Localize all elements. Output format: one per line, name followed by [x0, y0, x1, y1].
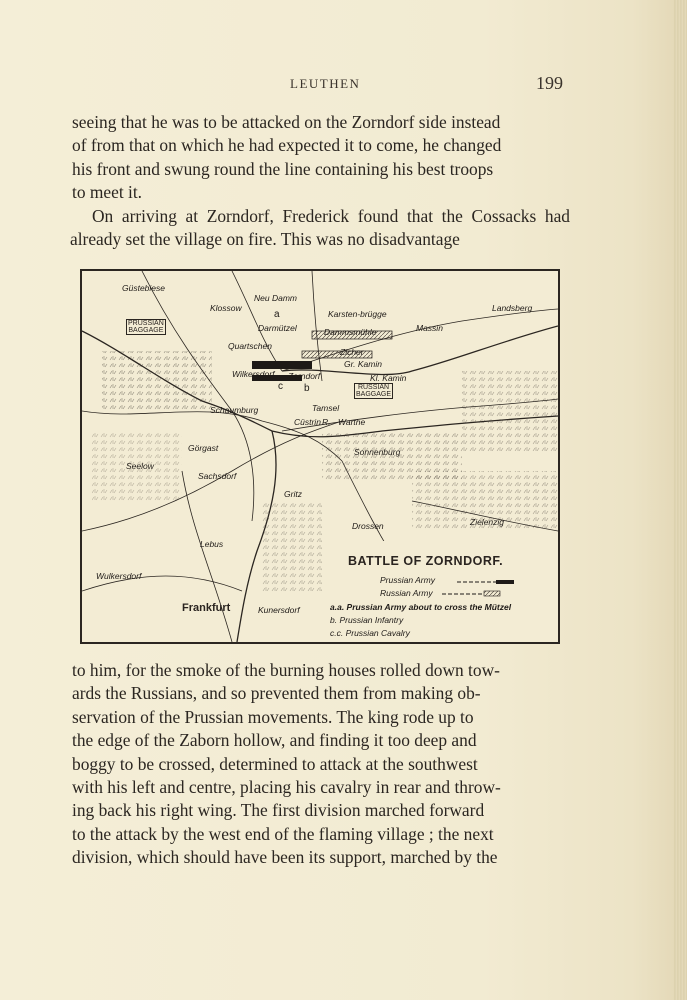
place-label: Gritz: [284, 489, 302, 499]
legend-russian-army: Russian Army: [380, 588, 433, 598]
place-label: Lebus: [200, 539, 224, 549]
place-label: Dammsmühle: [324, 327, 377, 337]
place-label: Tamsel: [312, 403, 340, 413]
place-label: Kl. Kamin: [370, 373, 407, 383]
battle-map-figure: [80, 269, 560, 644]
prussian-baggage-label: PRUSSIAN BAGGAGE: [128, 320, 164, 334]
place-label: Darmützel: [258, 323, 297, 333]
text-line: division, which should have been its support, marched by the: [72, 847, 498, 868]
text-line: of from that on which he had expected it to come, he changed: [72, 135, 502, 156]
place-label: Görgast: [188, 443, 219, 453]
legend-b: b. Prussian Infantry: [330, 615, 404, 625]
place-label: Sonnenburg: [354, 447, 401, 457]
place-label: Karsten-brügge: [328, 309, 387, 319]
page-number: 199: [536, 73, 563, 93]
page-edge-shading: [673, 0, 687, 1000]
text-line: seeing that he was to be attacked on the Zorndorf side instead: [72, 112, 501, 132]
place-label: Klossow: [210, 303, 242, 313]
place-label: Seelow: [126, 461, 154, 471]
text-line: servation of the Prussian movements. The king rode up to: [72, 706, 474, 727]
running-head: LEUTHEN: [290, 76, 361, 91]
place-label: Neu Damm: [254, 293, 297, 303]
text-line: ing back his right wing. The first division marched forward: [72, 800, 485, 821]
text-line: to meet it.: [72, 182, 143, 203]
place-label: Cüstrin: [294, 417, 321, 427]
text-line: the edge of the Zaborn hollow, and finding it too deep and: [72, 730, 477, 751]
body-text-top: [72, 111, 570, 251]
legend-aa: a.a. Prussian Army about to cross the Mützel: [330, 602, 512, 612]
position-marker: b: [304, 383, 310, 394]
place-label: R.: [322, 417, 331, 427]
legend-prussian-army: Prussian Army: [380, 575, 435, 585]
place-label: Drossen: [352, 521, 384, 531]
text-line: ards the Russians, and so prevented them from making ob-: [72, 683, 481, 704]
text-line: to the attack by the west end of the flaming village ; the next: [72, 823, 494, 844]
place-label: Massin: [416, 323, 443, 333]
place-label: Güstebiese: [122, 283, 165, 293]
text-line: boggy to be crossed, determined to attack at the southwest: [72, 753, 478, 774]
position-marker: c: [278, 381, 283, 392]
place-label: Zorndorf: [288, 371, 321, 381]
place-label: Wulkersdorf: [96, 571, 142, 581]
place-label: Landsberg: [492, 303, 533, 313]
place-label: Kunersdorf: [258, 605, 300, 615]
place-label: Gr. Kamin: [344, 359, 382, 369]
place-label: Quartschen: [228, 341, 272, 351]
text-line: with his left and centre, placing his cavalry in rear and throw-: [72, 777, 501, 798]
position-marker: a: [274, 309, 280, 320]
map-title: BATTLE OF ZORNDORF.: [348, 554, 504, 568]
place-label: Sachsdorf: [198, 471, 237, 481]
paragraph: On arriving at Zorndorf, Frederick found that the Cossacks had already set the village on fire. This was no disadvantage: [70, 205, 570, 250]
place-label: Warthe: [338, 417, 366, 427]
text-line: to him, for the smoke of the burning houses rolled down tow-: [72, 660, 500, 680]
place-label-frankfurt: Frankfurt: [182, 602, 231, 614]
text-line: his front and swung round the line containing his best troops: [72, 158, 494, 179]
place-label: Zicher: [340, 347, 364, 357]
russian-baggage-label: RUSSIAN BAGGAGE: [356, 384, 392, 398]
place-label: Zielenzig: [470, 517, 505, 527]
place-label: Schaumburg: [210, 405, 259, 415]
legend-cc: c.c. Prussian Cavalry: [330, 628, 410, 638]
place-label: Wilkersdorf: [232, 369, 275, 379]
body-text-bottom: [72, 659, 570, 870]
